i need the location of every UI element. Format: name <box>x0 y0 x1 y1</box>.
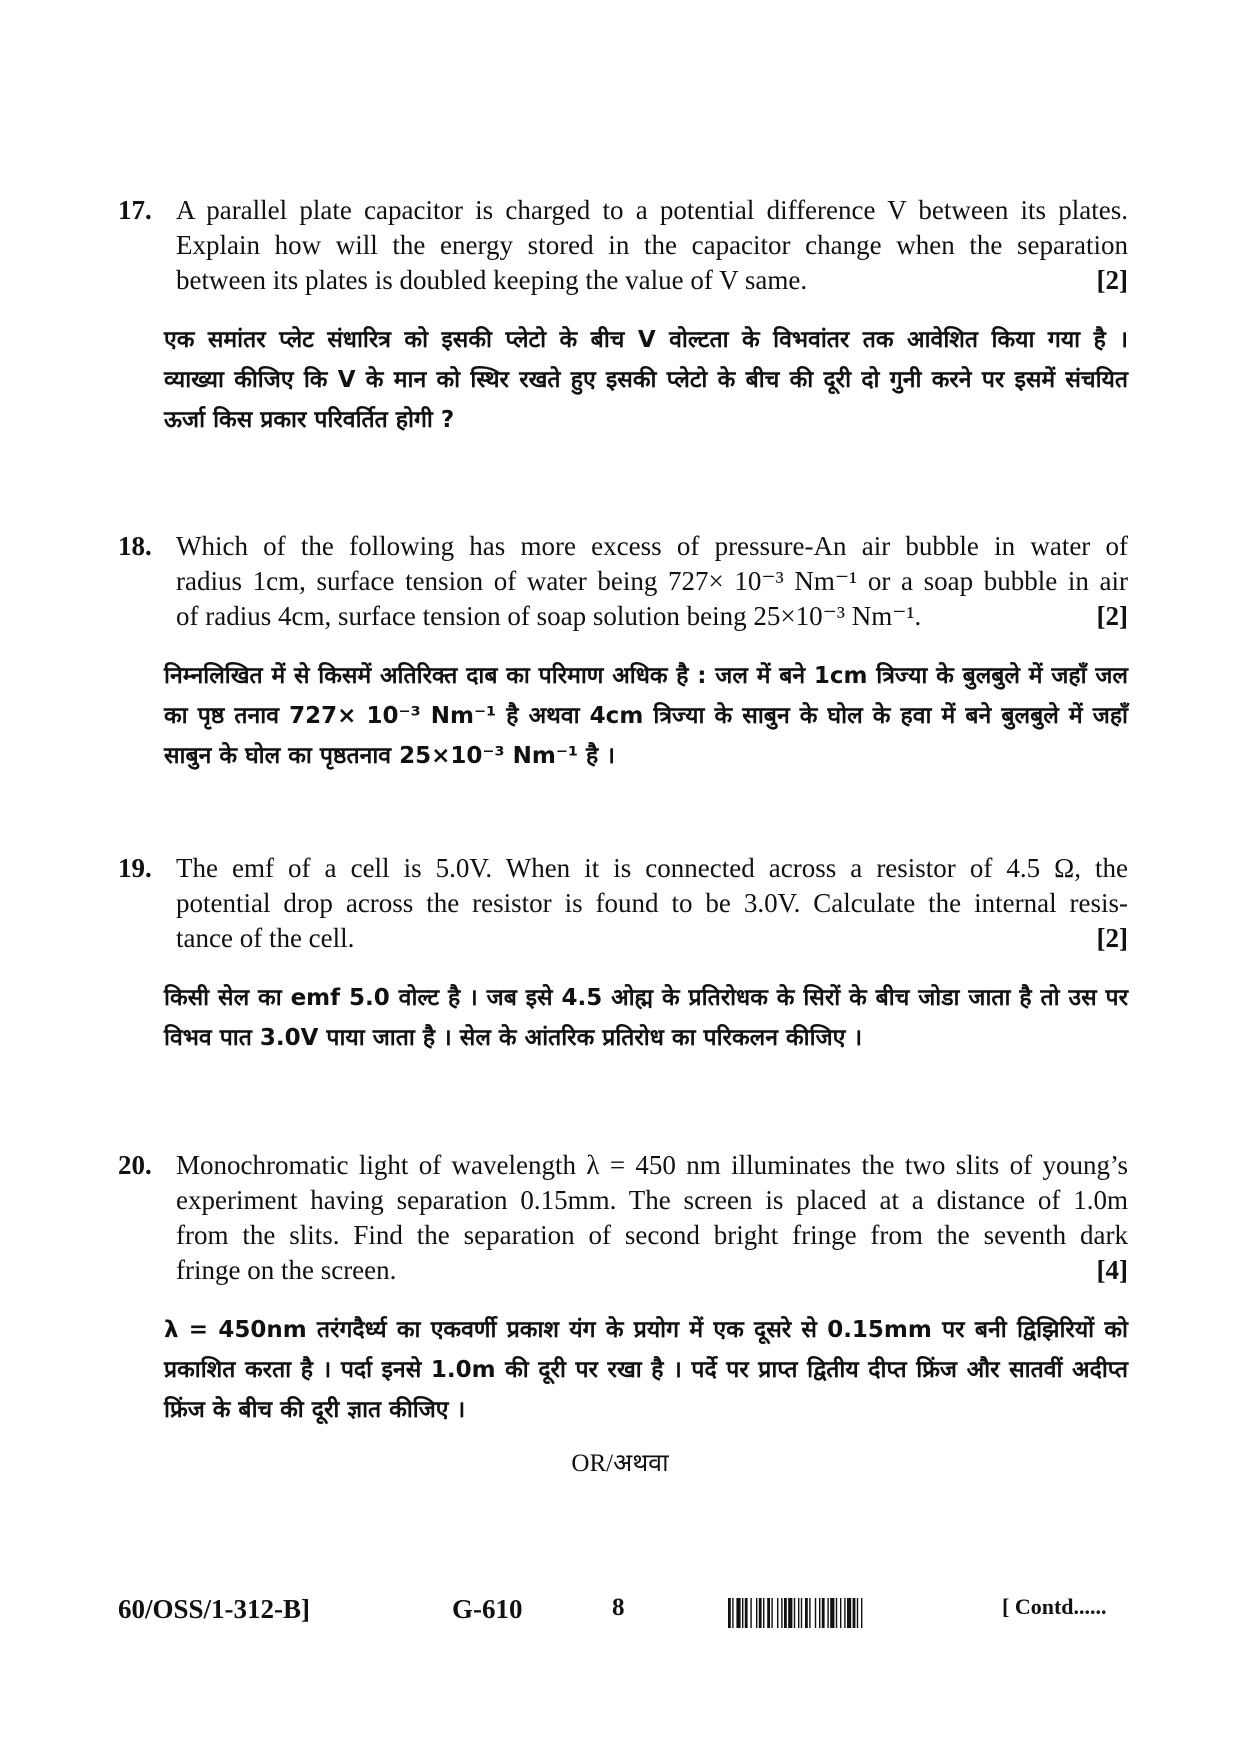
text-line: from the slits. Find the separation of second bright fringe from the seventh dark <box>176 1220 1128 1250</box>
text-line: λ = 450nm तरंगदैर्ध्य का एकवर्णी प्रकाश यंग के प्रयोग में एक दूसरे से 0.15mm पर बनी द्विझिरियों को <box>164 1317 1128 1343</box>
marks: [2] <box>1096 265 1128 295</box>
text-line: एक समांतर प्लेट संधारित्र को इसकी प्लेटो के बीच V वोल्टता के विभवांतर तक आवेशित किया गया है । <box>164 327 1128 353</box>
text-line: किसी सेल का emf 5.0 वोल्ट है । जब इसे 4.5 ओह्म के प्रतिरोधक के सिरों के बीच जोडा जाता है तो उस पर <box>164 985 1128 1011</box>
text-line: of radius 4cm, surface tension of soap solution being 25×10⁻³ Nm⁻¹. <box>176 601 922 631</box>
text-line: फ्रिंज के बीच की दूरी ज्ञात कीजिए । <box>164 1397 466 1423</box>
text-line-with-marks <box>176 599 1128 634</box>
question-text-hindi <box>164 320 1128 440</box>
question-number: 18. <box>118 531 152 561</box>
text-line: ऊर्जा किस प्रकार परिवर्तित होगी ? <box>164 407 455 433</box>
question-number: 19. <box>118 853 152 883</box>
text-line: विभव पात 3.0V पाया जाता है । सेल के आंतरिक प्रतिरोध का परिकलन कीजिए । <box>164 1025 863 1051</box>
question-text-hindi <box>164 1310 1128 1430</box>
text-line: between its plates is doubled keeping the value of V same. <box>176 265 808 295</box>
question-20 <box>118 1148 1128 1430</box>
question-text-english <box>176 193 1128 298</box>
question-number: 20. <box>118 1150 152 1180</box>
text-line: fringe on the screen. <box>176 1255 397 1285</box>
text-line: Monochromatic light of wavelength λ = 450 nm illuminates the two slits of young’s <box>176 1150 1128 1180</box>
text-line: potential drop across the resistor is found to be 3.0V. Calculate the internal resis- <box>176 888 1128 918</box>
text-line: निम्नलिखित में से किसमें अतिरिक्त दाब का परिमाण अधिक है : जल में बने 1cm त्रिज्या के बुलबुले में जहाँ जल <box>164 663 1128 689</box>
text-line: The emf of a cell is 5.0V. When it is connected across a resistor of 4.5 Ω, the <box>176 853 1128 883</box>
question-text-english <box>176 1148 1128 1288</box>
text-line: का पृष्ठ तनाव 727× 10⁻³ Nm⁻¹ है अथवा 4cm त्रिज्या के साबुन के घोल के हवा में बने बुलबुले में जहाँ <box>164 703 1128 729</box>
text-line: experiment having separation 0.15mm. The screen is placed at a distance of 1.0m <box>176 1185 1128 1215</box>
question-text-hindi <box>164 978 1128 1058</box>
text-line-with-marks <box>176 921 1128 956</box>
question-number: 17. <box>118 195 152 225</box>
continued-label: [ Contd...... <box>1002 1594 1107 1619</box>
text-line: व्याख्या कीजिए कि V के मान को स्थिर रखते हुए इसकी प्लेटो के बीच की दूरी दो गुनी करने पर इसमें संचयित <box>164 367 1128 393</box>
text-line: A parallel plate capacitor is charged to a potential difference V between its plates. <box>176 195 1128 225</box>
question-text-hindi <box>164 656 1128 776</box>
page-footer <box>0 1594 1240 1644</box>
text-line: साबुन के घोल का पृष्ठतनाव 25×10⁻³ Nm⁻¹ है । <box>164 743 615 769</box>
paper-code: 60/OSS/1-312-B] <box>118 1594 311 1624</box>
text-line: radius 1cm, surface tension of water being 727× 10⁻³ Nm⁻¹ or a soap bubble in air <box>176 566 1128 596</box>
page-number: 8 <box>612 1594 625 1621</box>
question-text-english <box>176 851 1128 956</box>
text-line-with-marks <box>176 1253 1128 1288</box>
text-line: Which of the following has more excess of pressure-An air bubble in water of <box>176 531 1128 561</box>
question-text-english <box>176 529 1128 634</box>
marks: [2] <box>1096 923 1128 953</box>
marks: [2] <box>1096 601 1128 631</box>
text-line: प्रकाशित करता है । पर्दा इनसे 1.0m की दूरी पर रखा है । पर्दे पर प्राप्त द्वितीय दीप्त फ्रिंज और सातवीं अदीप्त <box>164 1357 1128 1383</box>
text-line-with-marks <box>176 263 1128 298</box>
or-separator: OR/अथवा <box>571 1450 669 1477</box>
question-18 <box>118 529 1128 776</box>
paper-id: G-610 <box>452 1594 523 1624</box>
question-19 <box>118 851 1128 1058</box>
marks: [4] <box>1096 1255 1128 1285</box>
text-line: tance of the cell. <box>176 923 355 953</box>
text-line: Explain how will the energy stored in the capacitor change when the separation <box>176 230 1128 260</box>
barcode-icon <box>728 1598 950 1628</box>
question-17 <box>118 193 1128 440</box>
